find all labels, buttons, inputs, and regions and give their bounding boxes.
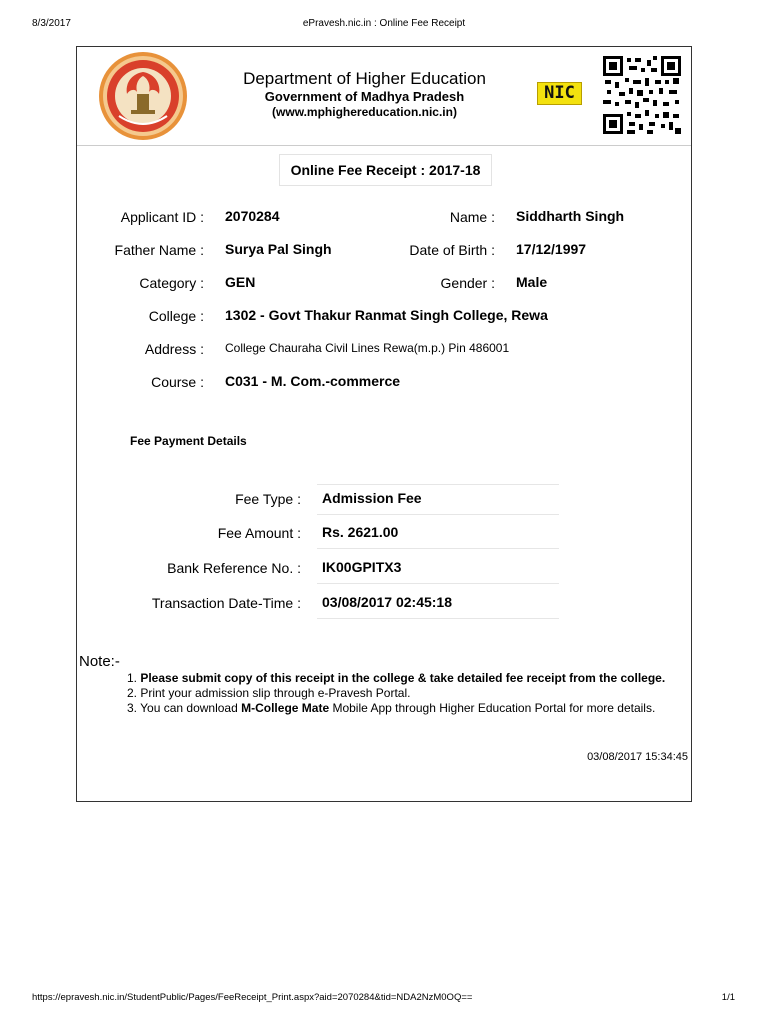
dob-value: 17/12/1997: [516, 241, 587, 257]
qr-code-icon: [603, 56, 681, 134]
note-title: Note:-: [79, 653, 120, 670]
note-item: 3. You can download M-College Mate Mobile App through Higher Education Portal for more details.: [127, 701, 656, 715]
dob-label: Date of Birth :: [409, 242, 495, 258]
bank-reference-value: IK00GPITX3: [322, 559, 402, 575]
bank-reference-label: Bank Reference No. :: [167, 560, 301, 576]
nic-logo: NIC: [537, 82, 582, 105]
fee-type-label: Fee Type :: [235, 491, 301, 507]
college-label: College :: [148, 308, 204, 324]
mp-state-seal-icon: [97, 50, 189, 142]
receipt-card: [76, 46, 692, 802]
fee-payment-heading: Fee Payment Details: [130, 434, 247, 448]
note-item: 1. Please submit copy of this receipt in the college & take detailed fee receipt from the college.: [127, 671, 666, 685]
transaction-datetime-cell: [317, 589, 559, 619]
receipt-title: Online Fee Receipt : 2017-18: [279, 154, 492, 186]
course-value: C031 - M. Com.-commerce: [225, 373, 401, 389]
department-title: Department of Higher Education: [243, 69, 486, 88]
header-divider: [77, 145, 691, 146]
print-title: ePravesh.nic.in : Online Fee Receipt: [302, 18, 466, 29]
gender-label: Gender :: [440, 275, 495, 291]
fee-type-cell: [317, 485, 559, 515]
name-value: Siddharth Singh: [516, 208, 625, 224]
college-value: 1302 - Govt Thakur Ranmat Singh College, Rewa: [225, 307, 548, 323]
print-date: 8/3/2017: [32, 18, 71, 29]
department-website: (www.mphighereducation.nic.in): [272, 105, 457, 119]
transaction-datetime-label: Transaction Date-Time :: [151, 595, 301, 611]
fee-type-value: Admission Fee: [322, 490, 422, 506]
print-timestamp: 03/08/2017 15:34:45: [587, 751, 688, 763]
transaction-datetime-value: 03/08/2017 02:45:18: [322, 594, 452, 610]
fee-amount-cell: [317, 519, 559, 549]
address-value: College Chauraha Civil Lines Rewa(m.p.) Pin 486001: [225, 341, 510, 355]
address-label: Address :: [144, 341, 204, 357]
father-name-label: Father Name :: [114, 242, 204, 258]
category-value: GEN: [225, 274, 256, 290]
page-url: https://epravesh.nic.in/StudentPublic/Pages/FeeReceipt_Print.aspx?aid=2070284&tid=NDA2NzM0OQ==: [32, 992, 473, 1003]
department-block: [207, 69, 522, 120]
government-name: Government of Madhya Pradesh: [264, 89, 465, 104]
father-name-value: Surya Pal Singh: [225, 241, 332, 257]
applicant-id-value: 2070284: [225, 208, 280, 224]
note-list: [127, 671, 665, 716]
page-number: 1/1: [721, 992, 735, 1003]
fee-amount-value: Rs. 2621.00: [322, 524, 399, 540]
gender-value: Male: [516, 274, 548, 290]
category-label: Category :: [139, 275, 204, 291]
bank-reference-cell: [317, 554, 559, 584]
course-label: Course :: [151, 374, 204, 390]
applicant-id-label: Applicant ID :: [120, 209, 204, 225]
fee-amount-label: Fee Amount :: [217, 525, 301, 541]
name-label: Name :: [449, 209, 495, 225]
note-item: 2. Print your admission slip through e-Pravesh Portal.: [127, 686, 411, 700]
